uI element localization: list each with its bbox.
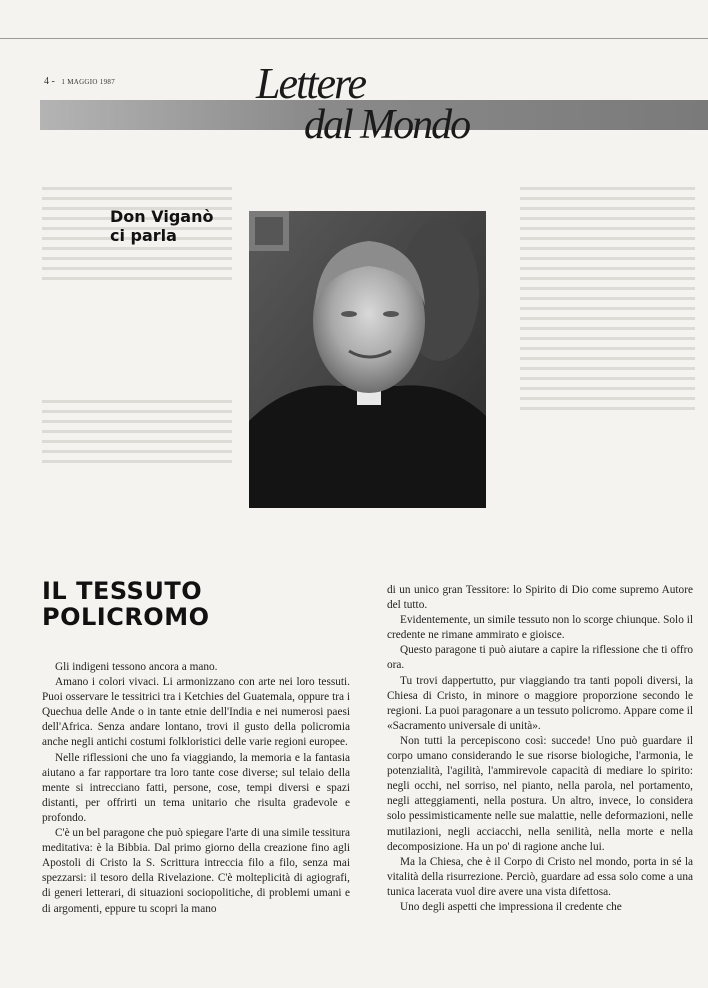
issue-date: 1 MAGGIO 1987 (61, 78, 116, 86)
show-through-right (520, 180, 695, 560)
page-folio: 4 - 1 MAGGIO 1987 (44, 76, 116, 87)
kicker-line-2: ci parla (110, 226, 177, 245)
paragraph: C'è un bel paragone che può spiegare l'arte di una simile tessitura meditativa: è la Bibbia. Dal primo giorno della creazione fino agli Apostoli di Cristo la S. Scrittura intreccia filo a filo, senza mai spezzarsi: il tesoro della Rivelazione. C'è molteplicità di agiografi, di generi letterari, di situazioni sociopolitiche, di problemi umani e di argomenti, eppure tu scopri la mano (42, 827, 350, 915)
masthead-title-line1: Lettere (256, 59, 365, 108)
paragraph: Tu trovi dappertutto, pur viaggiando tra tanti popoli diversi, la Chiesa di Cristo, in minore o maggiore proporzione secondo le regioni. La puoi paragonare a un tessuto policromo. Appare come il «Sacramento universale di unità». (387, 674, 693, 732)
article-column-left (42, 660, 350, 917)
top-rule (0, 38, 708, 39)
title-line-2: POLICROMO (42, 603, 210, 631)
paragraph: Ma la Chiesa, che è il Corpo di Cristo nel mondo, porta in sé la vitalità della risurrezione. Perciò, guardare ad essa solo come a una tunica lacerata vuol dire avere una vista difettosa. (387, 855, 693, 898)
kicker-line-1: Don Viganò (110, 207, 214, 226)
article-column-right (387, 583, 693, 915)
paragraph: Gli indigeni tessono ancora a mano. (55, 661, 218, 673)
article-kicker (110, 207, 213, 245)
page-number: 4 (44, 76, 49, 87)
title-line-1: IL TESSUTO (42, 577, 203, 605)
article-title (42, 578, 210, 630)
portrait-photo (249, 211, 486, 508)
paragraph: Uno degli aspetti che impressiona il credente che (400, 900, 622, 913)
paragraph: Amano i colori vivaci. Li armonizzano con arte nei loro tessuti. Puoi osservare le tessitrici tra i Ketchies del Guatemala, oppure tra i Quechua delle Ande o in tante etnie dell'India e nei numerosi paesi dell'Africa. Senza andare lontano, trovi il gusto della policromia anche negli antichi costumi folkloristici delle varie regioni europee. (42, 676, 350, 749)
paragraph: Evidentemente, un simile tessuto non lo scorge chiunque. Solo il credente ne rimane ammirato e gioisce. (387, 614, 693, 642)
paragraph: Nelle riflessioni che uno fa viaggiando, la memoria e la fantasia aiutano a far rapportare tra loro tante cose diverse; sul telaio della mente si intrecciano fatti, persone, cose, tempi diversi e spazi distanti, per offrirti un tema unitario che risulta gradevole e profondo. (42, 751, 350, 824)
paragraph: Questo paragone ti può aiutare a capire la riflessione che ti offro ora. (387, 644, 693, 672)
paragraph: Non tutti la percepiscono così: succede! Uno può guardare il corpo umano considerando le sue risorse biologiche, l'armonia, le potenzialità, l'agilità, l'ammirevole capacità di mediare lo spirito: negli occhi, nel sorriso, nel pianto, nella parola, nel portamento, negli atteggiamenti, nella postura. Un altro, invece, lo considera solo pessimisticamente nelle sue malattie, nelle deformazioni, nelle mutilazioni, negli acciacchi, nella senilità, nella morte e nella decomposizione. Ha un po' di ragione anche lui. (387, 734, 693, 853)
paragraph: di un unico gran Tessitore: lo Spirito di Dio come supremo Autore del tutto. (387, 584, 693, 612)
masthead-title-line2: dal Mondo (304, 102, 470, 148)
